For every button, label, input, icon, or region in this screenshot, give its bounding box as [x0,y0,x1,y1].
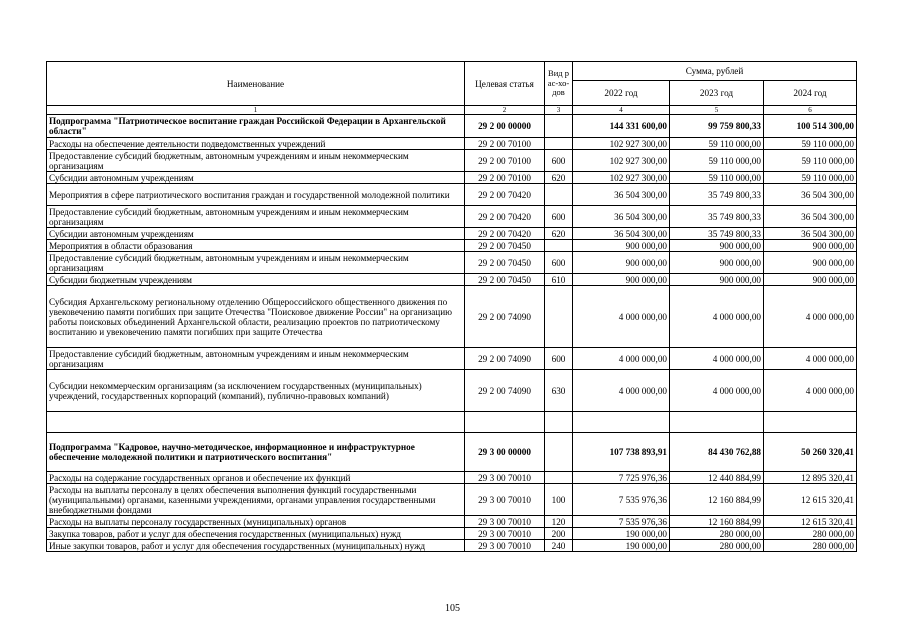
table-row [47,150,857,172]
row-expense-type [545,115,573,138]
row-name: Расходы на выплаты персоналу в целях обеспечения выполнения функций государственными (муниципальными) органами, казенными учреждениями, органами управления государственными внебюджетными фондами [47,484,465,516]
row-sum-2022: 144 331 600,00 [573,115,670,138]
row-expense-type: 620 [545,228,573,240]
row-expense-type: 630 [545,370,573,412]
row-name: Предоставление субсидий бюджетным, автономным учреждениям и иным некоммерческим организациям [47,348,465,370]
row-target-article: 29 3 00 70010 [465,540,545,552]
row-target-article [465,412,545,433]
row-sum-2023: 35 749 800,33 [670,206,764,228]
row-sum-2023: 59 110 000,00 [670,172,764,184]
row-target-article: 29 3 00 70010 [465,528,545,540]
row-target-article: 29 2 00 70420 [465,206,545,228]
row-sum-2022: 107 738 893,91 [573,433,670,472]
row-sum-2022: 4 000 000,00 [573,286,670,348]
row-sum-2024: 900 000,00 [764,252,857,274]
row-sum-2022: 102 927 300,00 [573,172,670,184]
table-row [47,228,857,240]
row-sum-2023: 280 000,00 [670,528,764,540]
row-expense-type [545,472,573,484]
index-cell: 3 [545,106,573,115]
row-sum-2024: 280 000,00 [764,528,857,540]
table-row [47,348,857,370]
table-row [47,433,857,472]
table-row [47,528,857,540]
row-sum-2022: 190 000,00 [573,540,670,552]
row-sum-2024: 4 000 000,00 [764,370,857,412]
header-name: Наименование [47,62,465,106]
table-row [47,184,857,206]
row-name: Субсидии бюджетным учреждениям [47,274,465,286]
row-sum-2022: 7 535 976,36 [573,484,670,516]
row-name: Расходы на содержание государственных органов и обеспечение их функций [47,472,465,484]
table-row [47,206,857,228]
index-cell: 5 [670,106,764,115]
row-sum-2024: 280 000,00 [764,540,857,552]
row-sum-2022: 7 535 976,36 [573,516,670,528]
row-target-article: 29 2 00 70420 [465,228,545,240]
row-expense-type: 610 [545,274,573,286]
row-sum-2022: 190 000,00 [573,528,670,540]
budget-table [46,61,857,552]
row-sum-2022: 900 000,00 [573,252,670,274]
header-year-2024: 2024 год [764,81,857,106]
row-sum-2023: 900 000,00 [670,274,764,286]
column-index-row [47,106,857,115]
row-name: Предоставление субсидий бюджетным, автономным учреждениям и иным некоммерческим организациям [47,252,465,274]
row-sum-2024: 59 110 000,00 [764,172,857,184]
row-target-article: 29 2 00 70450 [465,252,545,274]
row-expense-type [545,286,573,348]
row-sum-2024: 36 504 300,00 [764,184,857,206]
row-sum-2024: 4 000 000,00 [764,348,857,370]
table-row [47,412,857,433]
row-target-article: 29 2 00 74090 [465,370,545,412]
row-target-article: 29 2 00 70100 [465,172,545,184]
row-sum-2024: 100 514 300,00 [764,115,857,138]
header-expense-type: Вид рас-хо-дов [545,62,573,106]
row-expense-type [545,138,573,150]
row-name: Субсидия Архангельскому региональному отделению Общероссийского общественного движения по увековечению памяти погибших при защите Отечества "Поисковое движение России" на организацию работы поисковых объединений Архангельской области, реализацию проектов по патриотическому воспитанию и увековечению памяти погибших при защите Отечества [47,286,465,348]
row-sum-2023: 4 000 000,00 [670,370,764,412]
row-expense-type: 620 [545,172,573,184]
row-target-article: 29 2 00 74090 [465,286,545,348]
row-sum-2024: 12 895 320,41 [764,472,857,484]
header-article: Целевая статья [465,62,545,106]
row-expense-type [545,240,573,252]
row-sum-2022: 4 000 000,00 [573,370,670,412]
row-name: Мероприятия в области образования [47,240,465,252]
row-name: Предоставление субсидий бюджетным, автономным учреждениям и иным некоммерческим организациям [47,150,465,172]
row-sum-2022: 36 504 300,00 [573,184,670,206]
row-name: Расходы на выплаты персоналу государственных (муниципальных) органов [47,516,465,528]
table-row [47,240,857,252]
row-name: Расходы на обеспечение деятельности подведомственных учреждений [47,138,465,150]
table-row [47,286,857,348]
row-sum-2022: 4 000 000,00 [573,348,670,370]
row-sum-2023: 4 000 000,00 [670,348,764,370]
row-sum-2024: 900 000,00 [764,240,857,252]
header-sum: Сумма, рублей [573,62,857,81]
row-name: Иные закупки товаров, работ и услуг для обеспечения государственных (муниципальных) нужд [47,540,465,552]
row-name: Подпрограмма "Кадровое, научно-методическое, информационное и инфраструктурное обеспечение молодежной политики и патриотического воспитания" [47,433,465,472]
row-sum-2023: 900 000,00 [670,240,764,252]
row-sum-2023: 12 160 884,99 [670,484,764,516]
row-name [47,412,465,433]
index-cell: 6 [764,106,857,115]
table-row [47,472,857,484]
row-expense-type [545,184,573,206]
row-sum-2022: 900 000,00 [573,274,670,286]
row-target-article: 29 2 00 74090 [465,348,545,370]
row-sum-2023: 35 749 800,33 [670,228,764,240]
row-target-article: 29 2 00 00000 [465,115,545,138]
row-target-article: 29 2 00 70450 [465,240,545,252]
row-name: Мероприятия в сфере патриотического воспитания граждан и государственной молодежной политики [47,184,465,206]
row-expense-type: 600 [545,348,573,370]
row-sum-2024: 12 615 320,41 [764,484,857,516]
row-sum-2024: 36 504 300,00 [764,206,857,228]
row-name: Закупка товаров, работ и услуг для обеспечения государственных (муниципальных) нужд [47,528,465,540]
row-target-article: 29 3 00 00000 [465,433,545,472]
row-target-article: 29 3 00 70010 [465,516,545,528]
row-expense-type: 120 [545,516,573,528]
row-target-article: 29 2 00 70100 [465,150,545,172]
row-sum-2023: 900 000,00 [670,252,764,274]
row-sum-2023: 4 000 000,00 [670,286,764,348]
row-sum-2024: 36 504 300,00 [764,228,857,240]
row-target-article: 29 2 00 70450 [465,274,545,286]
table-row [47,252,857,274]
table-row [47,540,857,552]
row-sum-2024 [764,412,857,433]
row-sum-2023: 59 110 000,00 [670,138,764,150]
row-sum-2022: 900 000,00 [573,240,670,252]
row-expense-type: 600 [545,252,573,274]
row-sum-2022: 102 927 300,00 [573,150,670,172]
row-sum-2022: 36 504 300,00 [573,228,670,240]
row-expense-type [545,433,573,472]
row-expense-type [545,412,573,433]
index-cell: 4 [573,106,670,115]
header-year-2022: 2022 год [573,81,670,106]
row-expense-type: 240 [545,540,573,552]
index-cell: 1 [47,106,465,115]
row-sum-2023 [670,412,764,433]
row-name: Подпрограмма "Патриотическое воспитание граждан Российской Федерации в Архангельской области" [47,115,465,138]
table-row [47,274,857,286]
row-sum-2022 [573,412,670,433]
row-sum-2024: 12 615 320,41 [764,516,857,528]
table-row [47,516,857,528]
row-target-article: 29 2 00 70100 [465,138,545,150]
row-sum-2023: 35 749 800,33 [670,184,764,206]
row-sum-2024: 900 000,00 [764,274,857,286]
row-expense-type: 100 [545,484,573,516]
row-sum-2023: 99 759 800,33 [670,115,764,138]
row-sum-2024: 4 000 000,00 [764,286,857,348]
row-target-article: 29 3 00 70010 [465,472,545,484]
row-sum-2023: 280 000,00 [670,540,764,552]
row-sum-2023: 59 110 000,00 [670,150,764,172]
row-name: Предоставление субсидий бюджетным, автономным учреждениям и иным некоммерческим организациям [47,206,465,228]
row-target-article: 29 3 00 70010 [465,484,545,516]
row-sum-2023: 12 440 884,99 [670,472,764,484]
row-sum-2023: 12 160 884,99 [670,516,764,528]
table-row [47,370,857,412]
row-target-article: 29 2 00 70420 [465,184,545,206]
row-sum-2024: 50 260 320,41 [764,433,857,472]
row-sum-2024: 59 110 000,00 [764,138,857,150]
row-sum-2022: 36 504 300,00 [573,206,670,228]
row-name: Субсидии некоммерческим организациям (за исключением государственных (муниципальных) учреждений, государственных корпораций (компаний), публично-правовых компаний) [47,370,465,412]
index-cell: 2 [465,106,545,115]
table-row [47,172,857,184]
row-expense-type: 600 [545,206,573,228]
row-expense-type: 200 [545,528,573,540]
row-name: Субсидии автономным учреждениям [47,228,465,240]
table-row [47,138,857,150]
row-sum-2022: 102 927 300,00 [573,138,670,150]
header-year-2023: 2023 год [670,81,764,106]
row-sum-2022: 7 725 976,36 [573,472,670,484]
row-sum-2024: 59 110 000,00 [764,150,857,172]
table-row [47,115,857,138]
table-row [47,484,857,516]
row-sum-2023: 84 430 762,88 [670,433,764,472]
page-number: 105 [445,603,460,614]
row-name: Субсидии автономным учреждениям [47,172,465,184]
row-expense-type: 600 [545,150,573,172]
